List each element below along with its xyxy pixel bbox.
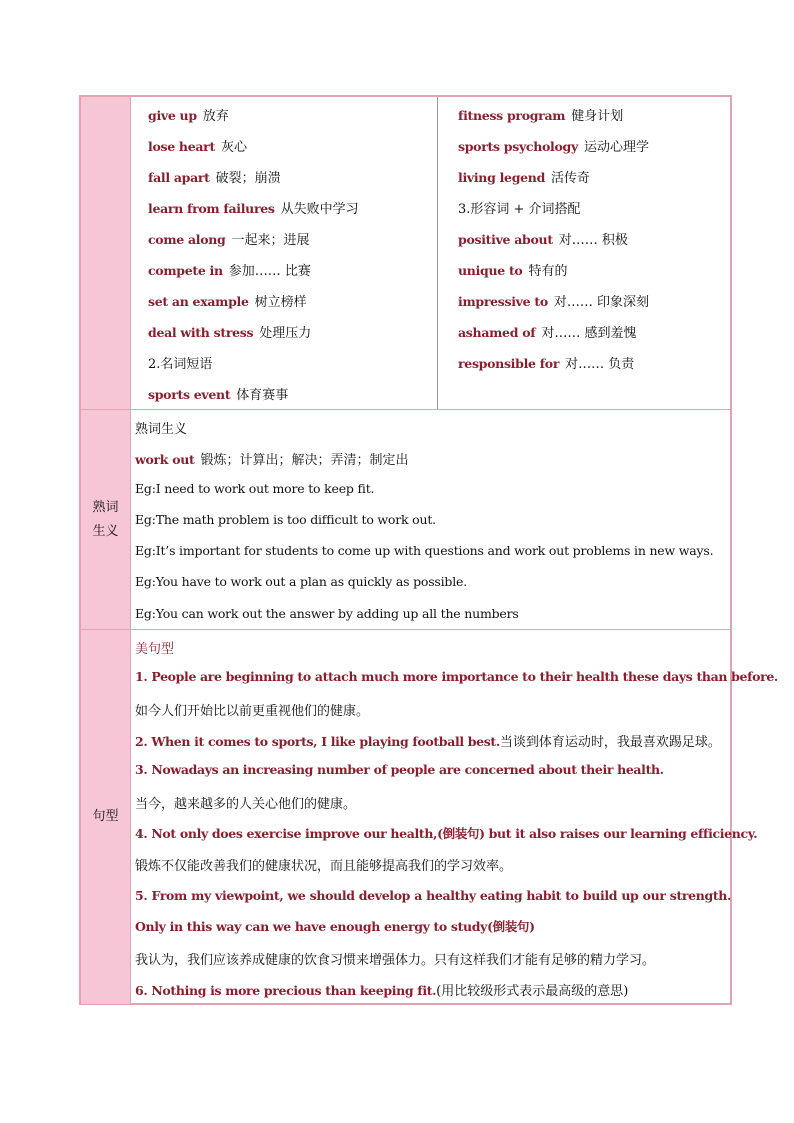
phrase-section-heading: 2.名词短语 — [148, 357, 213, 372]
phrase-item: fall apart 破裂；崩溃 — [148, 170, 281, 186]
sentence-zh: 当今，越来越多的人关心他们的健康。 — [135, 797, 357, 812]
phrase-item: sports event 体育赛事 — [148, 387, 289, 403]
familiar-words-side-label: 熟词 生义 — [81, 410, 131, 629]
phrases-left-column — [130, 97, 438, 409]
phrases-right-column — [438, 97, 730, 409]
phrase-item: responsible for 对…… 负责 — [458, 356, 635, 372]
sentence-patterns-row — [81, 630, 778, 1004]
familiar-heading: 熟词生义 — [135, 422, 188, 437]
sentence-en: 4. Not only does exercise improve our health,(倒装句) but it also raises our learning efficiency. — [135, 826, 758, 841]
familiar-word: work out 锻炼；计算出；解决；弄清；制定出 — [135, 452, 409, 468]
phrase-item: ashamed of 对…… 感到羞愧 — [458, 325, 637, 341]
sentence-patterns-side-label: 句型 — [81, 630, 131, 1004]
sentence-pair: 6. Nothing is more precious than keeping fit.(用比较级形式表示最高级的意思) — [135, 983, 629, 999]
example-sentence: Eg:You have to work out a plan as quickly as possible. — [135, 574, 467, 589]
phrase-item: come along 一起来；进展 — [148, 232, 310, 248]
sentence-en: 1. People are beginning to attach much more importance to their health these days than before. — [135, 669, 778, 684]
phrase-item: deal with stress 处理压力 — [148, 325, 312, 341]
sentence-zh: 锻炼不仅能改善我们的健康状况，而且能够提高我们的学习效率。 — [135, 859, 513, 874]
study-sheet-table — [79, 95, 778, 1005]
sentence-en: 5. From my viewpoint, we should develop a healthy eating habit to build up our strength. Only in this way can we have enough energy to study(倒装句) — [135, 888, 731, 934]
phrase-item: learn from failures 从失败中学习 — [148, 201, 359, 217]
sentence-pair: 2. When it comes to sports, I like playing football best.当谈到体育运动时，我最喜欢踢足球。 — [135, 734, 721, 750]
example-sentence: Eg:I need to work out more to keep fit. — [135, 481, 375, 496]
sentence-zh: 如今人们开始比以前更重视他们的健康。 — [135, 704, 370, 719]
sentence-en: 3. Nowadays an increasing number of people are concerned about their health. — [135, 762, 664, 777]
phrase-item: give up 放弃 — [148, 108, 229, 124]
phrase-item: set an example 树立榜样 — [148, 294, 307, 310]
familiar-words-row — [81, 410, 730, 630]
phrase-item: fitness program 健身计划 — [458, 108, 624, 124]
sentence-patterns-heading: 美句型 — [135, 642, 175, 657]
phrase-item: lose heart 灰心 — [148, 139, 247, 155]
example-sentence: Eg:You can work out the answer by adding up all the numbers — [135, 606, 519, 621]
phrases-side-cell — [81, 97, 131, 409]
phrase-item: living legend 活传奇 — [458, 170, 591, 186]
sentence-zh: 我认为，我们应该养成健康的饮食习惯来增强体力。只有这样我们才能有足够的精力学习。 — [135, 953, 656, 968]
familiar-words-content — [130, 410, 730, 629]
phrase-item: compete in 参加…… 比赛 — [148, 263, 311, 279]
phrase-item: positive about 对…… 积极 — [458, 232, 628, 248]
phrases-row — [81, 97, 730, 410]
phrase-item: impressive to 对…… 印象深刻 — [458, 294, 649, 310]
phrase-section-heading: 3.形容词 + 介词搭配 — [458, 202, 581, 217]
example-sentence: Eg:The math problem is too difficult to work out. — [135, 512, 436, 527]
phrase-item: unique to 特有的 — [458, 263, 568, 279]
sentence-patterns-content — [130, 630, 778, 1004]
example-sentence: Eg:It’s important for students to come up with questions and work out problems in new ways. — [135, 543, 714, 558]
phrase-item: sports psychology 运动心理学 — [458, 139, 649, 155]
